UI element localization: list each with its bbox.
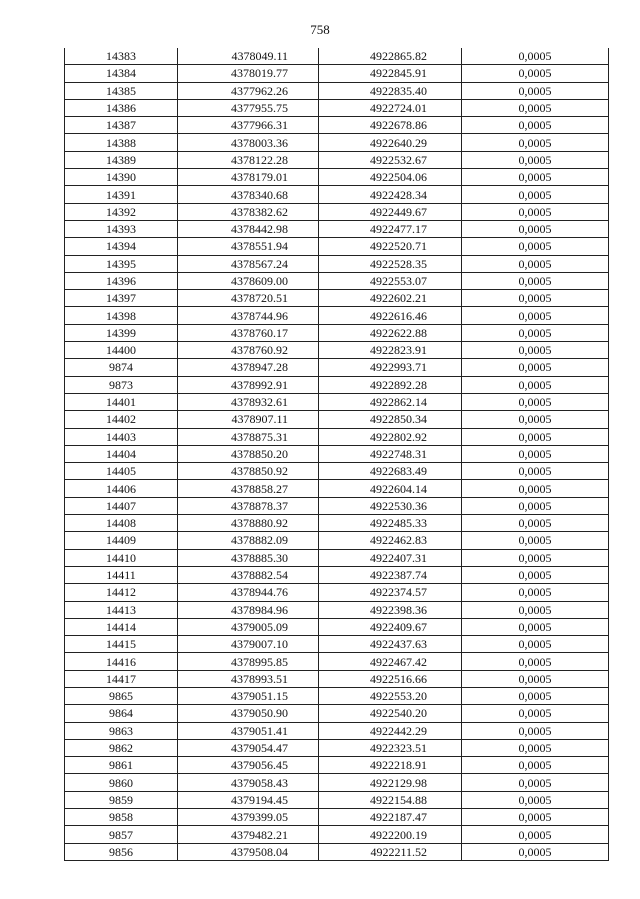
y-coordinate-cell: 4922845.91 xyxy=(319,65,462,82)
x-coordinate-cell: 4378878.37 xyxy=(178,497,319,514)
x-coordinate-cell: 4378551.94 xyxy=(178,238,319,255)
x-coordinate-cell: 4379051.41 xyxy=(178,722,319,739)
point-number-cell: 14392 xyxy=(65,203,178,220)
y-coordinate-cell: 4922528.35 xyxy=(319,255,462,272)
point-number-cell: 14403 xyxy=(65,428,178,445)
x-coordinate-cell: 4378744.96 xyxy=(178,307,319,324)
table-row xyxy=(65,376,609,393)
tolerance-cell: 0,0005 xyxy=(462,359,609,376)
x-coordinate-cell: 4378567.24 xyxy=(178,255,319,272)
y-coordinate-cell: 4922862.14 xyxy=(319,393,462,410)
tolerance-cell: 0,0005 xyxy=(462,376,609,393)
y-coordinate-cell: 4922993.71 xyxy=(319,359,462,376)
x-coordinate-cell: 4378932.61 xyxy=(178,393,319,410)
x-coordinate-cell: 4378992.91 xyxy=(178,376,319,393)
table-row xyxy=(65,584,609,601)
y-coordinate-cell: 4922865.82 xyxy=(319,48,462,65)
x-coordinate-cell: 4379508.04 xyxy=(178,843,319,860)
x-coordinate-cell: 4378122.28 xyxy=(178,151,319,168)
tolerance-cell: 0,0005 xyxy=(462,169,609,186)
tolerance-cell: 0,0005 xyxy=(462,290,609,307)
x-coordinate-cell: 4379007.10 xyxy=(178,636,319,653)
tolerance-cell: 0,0005 xyxy=(462,687,609,704)
y-coordinate-cell: 4922218.91 xyxy=(319,757,462,774)
table-row xyxy=(65,307,609,324)
point-number-cell: 14387 xyxy=(65,117,178,134)
tolerance-cell: 0,0005 xyxy=(462,618,609,635)
point-number-cell: 9858 xyxy=(65,809,178,826)
point-number-cell: 14405 xyxy=(65,463,178,480)
table-row xyxy=(65,134,609,151)
x-coordinate-cell: 4379050.90 xyxy=(178,705,319,722)
table-row xyxy=(65,238,609,255)
point-number-cell: 14385 xyxy=(65,82,178,99)
table-row xyxy=(65,290,609,307)
table-row xyxy=(65,117,609,134)
table-row xyxy=(65,774,609,791)
tolerance-cell: 0,0005 xyxy=(462,791,609,808)
table-row xyxy=(65,636,609,653)
x-coordinate-cell: 4378382.62 xyxy=(178,203,319,220)
point-number-cell: 14411 xyxy=(65,566,178,583)
table-body xyxy=(65,48,609,860)
point-number-cell: 14395 xyxy=(65,255,178,272)
y-coordinate-cell: 4922485.33 xyxy=(319,515,462,532)
x-coordinate-cell: 4379056.45 xyxy=(178,757,319,774)
y-coordinate-cell: 4922409.67 xyxy=(319,618,462,635)
tolerance-cell: 0,0005 xyxy=(462,203,609,220)
point-number-cell: 14415 xyxy=(65,636,178,653)
y-coordinate-cell: 4922323.51 xyxy=(319,739,462,756)
x-coordinate-cell: 4378882.54 xyxy=(178,566,319,583)
x-coordinate-cell: 4378858.27 xyxy=(178,480,319,497)
tolerance-cell: 0,0005 xyxy=(462,497,609,514)
y-coordinate-cell: 4922724.01 xyxy=(319,99,462,116)
table-row xyxy=(65,48,609,65)
point-number-cell: 14383 xyxy=(65,48,178,65)
table-row xyxy=(65,445,609,462)
tolerance-cell: 0,0005 xyxy=(462,238,609,255)
point-number-cell: 14390 xyxy=(65,169,178,186)
x-coordinate-cell: 4378993.51 xyxy=(178,670,319,687)
y-coordinate-cell: 4922823.91 xyxy=(319,342,462,359)
point-number-cell: 9860 xyxy=(65,774,178,791)
point-number-cell: 9859 xyxy=(65,791,178,808)
x-coordinate-cell: 4378003.36 xyxy=(178,134,319,151)
tolerance-cell: 0,0005 xyxy=(462,272,609,289)
point-number-cell: 14409 xyxy=(65,532,178,549)
y-coordinate-cell: 4922154.88 xyxy=(319,791,462,808)
tolerance-cell: 0,0005 xyxy=(462,653,609,670)
x-coordinate-cell: 4379399.05 xyxy=(178,809,319,826)
tolerance-cell: 0,0005 xyxy=(462,584,609,601)
point-number-cell: 14404 xyxy=(65,445,178,462)
table-row xyxy=(65,186,609,203)
tolerance-cell: 0,0005 xyxy=(462,428,609,445)
point-number-cell: 14402 xyxy=(65,411,178,428)
table-row xyxy=(65,393,609,410)
tolerance-cell: 0,0005 xyxy=(462,601,609,618)
tolerance-cell: 0,0005 xyxy=(462,532,609,549)
point-number-cell: 14410 xyxy=(65,549,178,566)
tolerance-cell: 0,0005 xyxy=(462,186,609,203)
tolerance-cell: 0,0005 xyxy=(462,480,609,497)
tolerance-cell: 0,0005 xyxy=(462,48,609,65)
tolerance-cell: 0,0005 xyxy=(462,82,609,99)
tolerance-cell: 0,0005 xyxy=(462,826,609,843)
y-coordinate-cell: 4922530.36 xyxy=(319,497,462,514)
point-number-cell: 9873 xyxy=(65,376,178,393)
x-coordinate-cell: 4378760.17 xyxy=(178,324,319,341)
x-coordinate-cell: 4377966.31 xyxy=(178,117,319,134)
x-coordinate-cell: 4378947.28 xyxy=(178,359,319,376)
tolerance-cell: 0,0005 xyxy=(462,566,609,583)
y-coordinate-cell: 4922462.83 xyxy=(319,532,462,549)
y-coordinate-cell: 4922892.28 xyxy=(319,376,462,393)
tolerance-cell: 0,0005 xyxy=(462,774,609,791)
y-coordinate-cell: 4922516.66 xyxy=(319,670,462,687)
table-row xyxy=(65,65,609,82)
y-coordinate-cell: 4922802.92 xyxy=(319,428,462,445)
y-coordinate-cell: 4922200.19 xyxy=(319,826,462,843)
y-coordinate-cell: 4922602.21 xyxy=(319,290,462,307)
tolerance-cell: 0,0005 xyxy=(462,757,609,774)
tolerance-cell: 0,0005 xyxy=(462,636,609,653)
point-number-cell: 9861 xyxy=(65,757,178,774)
x-coordinate-cell: 4378340.68 xyxy=(178,186,319,203)
table-row xyxy=(65,411,609,428)
x-coordinate-cell: 4378760.92 xyxy=(178,342,319,359)
point-number-cell: 9856 xyxy=(65,843,178,860)
tolerance-cell: 0,0005 xyxy=(462,65,609,82)
y-coordinate-cell: 4922449.67 xyxy=(319,203,462,220)
y-coordinate-cell: 4922678.86 xyxy=(319,117,462,134)
point-number-cell: 14406 xyxy=(65,480,178,497)
tolerance-cell: 0,0005 xyxy=(462,445,609,462)
table-row xyxy=(65,757,609,774)
point-number-cell: 14391 xyxy=(65,186,178,203)
table-row xyxy=(65,82,609,99)
point-number-cell: 9863 xyxy=(65,722,178,739)
x-coordinate-cell: 4378885.30 xyxy=(178,549,319,566)
y-coordinate-cell: 4922520.71 xyxy=(319,238,462,255)
y-coordinate-cell: 4922604.14 xyxy=(319,480,462,497)
table-row xyxy=(65,203,609,220)
table-row xyxy=(65,151,609,168)
y-coordinate-cell: 4922532.67 xyxy=(319,151,462,168)
table-row xyxy=(65,739,609,756)
table-row xyxy=(65,532,609,549)
point-number-cell: 14396 xyxy=(65,272,178,289)
tolerance-cell: 0,0005 xyxy=(462,134,609,151)
point-number-cell: 9862 xyxy=(65,739,178,756)
point-number-cell: 14386 xyxy=(65,99,178,116)
y-coordinate-cell: 4922504.06 xyxy=(319,169,462,186)
point-number-cell: 14414 xyxy=(65,618,178,635)
table-row xyxy=(65,618,609,635)
x-coordinate-cell: 4378019.77 xyxy=(178,65,319,82)
table-row xyxy=(65,255,609,272)
table-row xyxy=(65,809,609,826)
table-row xyxy=(65,826,609,843)
x-coordinate-cell: 4378850.92 xyxy=(178,463,319,480)
x-coordinate-cell: 4377955.75 xyxy=(178,99,319,116)
tolerance-cell: 0,0005 xyxy=(462,515,609,532)
y-coordinate-cell: 4922622.88 xyxy=(319,324,462,341)
tolerance-cell: 0,0005 xyxy=(462,324,609,341)
x-coordinate-cell: 4379482.21 xyxy=(178,826,319,843)
y-coordinate-cell: 4922437.63 xyxy=(319,636,462,653)
x-coordinate-cell: 4379194.45 xyxy=(178,791,319,808)
y-coordinate-cell: 4922442.29 xyxy=(319,722,462,739)
y-coordinate-cell: 4922428.34 xyxy=(319,186,462,203)
x-coordinate-cell: 4379005.09 xyxy=(178,618,319,635)
y-coordinate-cell: 4922748.31 xyxy=(319,445,462,462)
x-coordinate-cell: 4378984.96 xyxy=(178,601,319,618)
table-row xyxy=(65,480,609,497)
tolerance-cell: 0,0005 xyxy=(462,722,609,739)
x-coordinate-cell: 4378882.09 xyxy=(178,532,319,549)
point-number-cell: 14398 xyxy=(65,307,178,324)
x-coordinate-cell: 4378850.20 xyxy=(178,445,319,462)
point-number-cell: 14416 xyxy=(65,653,178,670)
x-coordinate-cell: 4378442.98 xyxy=(178,220,319,237)
x-coordinate-cell: 4379051.15 xyxy=(178,687,319,704)
x-coordinate-cell: 4378880.92 xyxy=(178,515,319,532)
tolerance-cell: 0,0005 xyxy=(462,220,609,237)
table-row xyxy=(65,497,609,514)
y-coordinate-cell: 4922850.34 xyxy=(319,411,462,428)
x-coordinate-cell: 4378720.51 xyxy=(178,290,319,307)
y-coordinate-cell: 4922540.20 xyxy=(319,705,462,722)
point-number-cell: 9864 xyxy=(65,705,178,722)
point-number-cell: 14412 xyxy=(65,584,178,601)
x-coordinate-cell: 4378995.85 xyxy=(178,653,319,670)
x-coordinate-cell: 4378875.31 xyxy=(178,428,319,445)
x-coordinate-cell: 4378049.11 xyxy=(178,48,319,65)
x-coordinate-cell: 4377962.26 xyxy=(178,82,319,99)
coordinates-table xyxy=(64,48,609,861)
y-coordinate-cell: 4922616.46 xyxy=(319,307,462,324)
point-number-cell: 14417 xyxy=(65,670,178,687)
point-number-cell: 9865 xyxy=(65,687,178,704)
point-number-cell: 14388 xyxy=(65,134,178,151)
point-number-cell: 14408 xyxy=(65,515,178,532)
tolerance-cell: 0,0005 xyxy=(462,307,609,324)
table-row xyxy=(65,549,609,566)
y-coordinate-cell: 4922129.98 xyxy=(319,774,462,791)
tolerance-cell: 0,0005 xyxy=(462,549,609,566)
page-number: 758 xyxy=(310,22,330,37)
x-coordinate-cell: 4379054.47 xyxy=(178,739,319,756)
y-coordinate-cell: 4922467.42 xyxy=(319,653,462,670)
y-coordinate-cell: 4922835.40 xyxy=(319,82,462,99)
table-row xyxy=(65,515,609,532)
tolerance-cell: 0,0005 xyxy=(462,411,609,428)
x-coordinate-cell: 4378907.11 xyxy=(178,411,319,428)
x-coordinate-cell: 4379058.43 xyxy=(178,774,319,791)
point-number-cell: 9874 xyxy=(65,359,178,376)
point-number-cell: 14397 xyxy=(65,290,178,307)
tolerance-cell: 0,0005 xyxy=(462,670,609,687)
table-row xyxy=(65,342,609,359)
tolerance-cell: 0,0005 xyxy=(462,739,609,756)
tolerance-cell: 0,0005 xyxy=(462,705,609,722)
table-row xyxy=(65,99,609,116)
x-coordinate-cell: 4378179.01 xyxy=(178,169,319,186)
table-row xyxy=(65,359,609,376)
point-number-cell: 14384 xyxy=(65,65,178,82)
point-number-cell: 14393 xyxy=(65,220,178,237)
tolerance-cell: 0,0005 xyxy=(462,342,609,359)
table-row xyxy=(65,722,609,739)
table-row xyxy=(65,687,609,704)
y-coordinate-cell: 4922387.74 xyxy=(319,566,462,583)
table-row xyxy=(65,428,609,445)
point-number-cell: 14401 xyxy=(65,393,178,410)
y-coordinate-cell: 4922374.57 xyxy=(319,584,462,601)
tolerance-cell: 0,0005 xyxy=(462,463,609,480)
table-row xyxy=(65,463,609,480)
point-number-cell: 9857 xyxy=(65,826,178,843)
y-coordinate-cell: 4922683.49 xyxy=(319,463,462,480)
y-coordinate-cell: 4922553.07 xyxy=(319,272,462,289)
tolerance-cell: 0,0005 xyxy=(462,809,609,826)
tolerance-cell: 0,0005 xyxy=(462,255,609,272)
point-number-cell: 14394 xyxy=(65,238,178,255)
y-coordinate-cell: 4922553.20 xyxy=(319,687,462,704)
point-number-cell: 14413 xyxy=(65,601,178,618)
point-number-cell: 14407 xyxy=(65,497,178,514)
y-coordinate-cell: 4922398.36 xyxy=(319,601,462,618)
y-coordinate-cell: 4922211.52 xyxy=(319,843,462,860)
table-row xyxy=(65,324,609,341)
tolerance-cell: 0,0005 xyxy=(462,151,609,168)
tolerance-cell: 0,0005 xyxy=(462,843,609,860)
table-row xyxy=(65,791,609,808)
tolerance-cell: 0,0005 xyxy=(462,393,609,410)
table-row xyxy=(65,220,609,237)
y-coordinate-cell: 4922187.47 xyxy=(319,809,462,826)
x-coordinate-cell: 4378944.76 xyxy=(178,584,319,601)
table-row xyxy=(65,272,609,289)
point-number-cell: 14399 xyxy=(65,324,178,341)
table-row xyxy=(65,653,609,670)
y-coordinate-cell: 4922477.17 xyxy=(319,220,462,237)
table-row xyxy=(65,843,609,860)
point-number-cell: 14389 xyxy=(65,151,178,168)
table-row xyxy=(65,705,609,722)
table-row xyxy=(65,169,609,186)
point-number-cell: 14400 xyxy=(65,342,178,359)
table-row xyxy=(65,670,609,687)
table-row xyxy=(65,566,609,583)
y-coordinate-cell: 4922640.29 xyxy=(319,134,462,151)
tolerance-cell: 0,0005 xyxy=(462,117,609,134)
tolerance-cell: 0,0005 xyxy=(462,99,609,116)
y-coordinate-cell: 4922407.31 xyxy=(319,549,462,566)
coordinates-table-container xyxy=(64,48,608,861)
x-coordinate-cell: 4378609.00 xyxy=(178,272,319,289)
table-row xyxy=(65,601,609,618)
